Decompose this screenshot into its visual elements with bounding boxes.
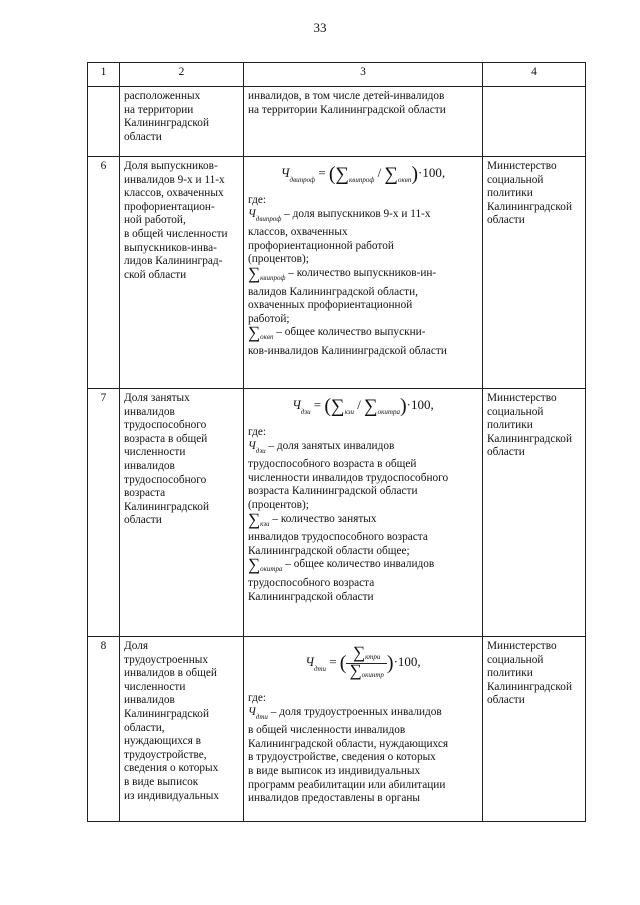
header-col-1: 1 — [88, 63, 120, 87]
sum-icon: ∑ — [364, 396, 378, 417]
cell-responsible: Министерство социальной политики Калининградской области — [483, 157, 586, 389]
cell-responsible: Министерство социальной политики Калининградской области — [483, 389, 586, 637]
sum-icon: ∑ — [248, 555, 261, 575]
formula: $Ч_{двипроф} = (\sum_{квипроф} / \sum_{оквп})\cdot 100$, — [280, 163, 446, 185]
cell-number: 7 — [88, 389, 120, 637]
sum-icon: ∑ — [384, 164, 398, 185]
sum-icon: ∑ — [248, 323, 261, 343]
cell-method: $Ч_{дзи} = (\sum_{кзи} / \sum_{окитра})\cdot 100$, где: $Ч_{дзи}$ – доля занятых инвалидов трудоспособного возраста в общей численности инвалидов трудоспособного возраста Калининградской области (процентов); $\sum_{кзи}$ – количество занятых инвалидов трудоспособного возраста Калининградской области общее; $\sum_{окитра}$ – общее количество инвалидов трудоспособного возраста Калининградской области — [244, 389, 483, 637]
sum-icon: ∑ — [248, 263, 261, 283]
sum-icon: ∑ — [352, 642, 366, 662]
sum-icon: ∑ — [335, 164, 350, 185]
formula: $Ч_{дзи} = (\sum_{кзи} / \sum_{окитра})\cdot 100$, — [292, 395, 434, 417]
indicators-table — [87, 62, 586, 822]
cell-indicator-name: Доля занятых инвалидов трудоспособного возраста в общей численности инвалидов трудоспособного возраста Калининградской области — [120, 389, 244, 637]
header-col-3: 3 — [244, 63, 483, 87]
cell-method: инвалидов, в том числе детей-инвалидов на территории Калининградской области — [244, 87, 483, 157]
table-row-6 — [88, 157, 586, 389]
sum-icon: ∑ — [248, 509, 261, 529]
cell-method: $Ч_{дти}$ = ( $\frac{\sum_{ктри}}{\sum_{окинтр}}$ )·100, где: $Ч_{дти}$ – доля трудоустроенных инвалидов в общей численности инвалидов Калининградской области, нуждающихся в трудоустройстве, сведения о которых в виде выписок из индивидуальных программ реабилитации или абилитации инвалидов предоставлены в органы — [244, 637, 483, 822]
sum-icon: ∑ — [331, 396, 345, 417]
cell-responsible: Министерство социальной политики Калининградской области — [483, 637, 586, 822]
table-row-8 — [88, 637, 586, 822]
sum-icon: ∑ — [349, 660, 362, 680]
cell-number: 6 — [88, 157, 120, 389]
table-header-row — [88, 63, 586, 87]
header-col-4: 4 — [483, 63, 586, 87]
header-col-2: 2 — [120, 63, 244, 87]
fraction: $\frac{\sum_{ктри}}{\sum_{окинтр}}$ — [346, 646, 386, 681]
cell-number — [88, 87, 120, 157]
cell-indicator-name: Доля выпускников- инвалидов 9-х и 11-х классов, охваченных профориентацион- ной работой, в общей численности выпускников-инва- лидов Калининград- ской области — [120, 157, 244, 389]
cell-responsible — [483, 87, 586, 157]
cell-method: $Ч_{двипроф} = (\sum_{квипроф} / \sum_{оквп})\cdot 100$, где: $Ч_{двипроф}$ – доля выпускников 9-х и 11-х классов, охваченных профориентационной работой (процентов); $\sum_{квипроф}$ – количество выпускников-ин- валидов Калининградской области, охваченных профориентационной работой; $\sum_{оквп}$ – общее количество выпускни- ков-инвалидов Калининградской области — [244, 157, 483, 389]
formula: $Ч_{дти}$ = ( $\frac{\sum_{ктри}}{\sum_{окинтр}}$ )·100, — [305, 642, 421, 680]
page-number: 33 — [313, 20, 327, 35]
cell-number: 8 — [88, 637, 120, 822]
cell-indicator-name: расположенных на территории Калининградской области — [120, 87, 244, 157]
table-row-7 — [88, 389, 586, 637]
table-row-continuation — [88, 87, 586, 157]
cell-indicator-name: Доля трудоустроенных инвалидов в общей численности инвалидов Калининградской области, нуждающихся в трудоустройстве, сведения о которых в виде выписок из индивидуальных — [120, 637, 244, 822]
